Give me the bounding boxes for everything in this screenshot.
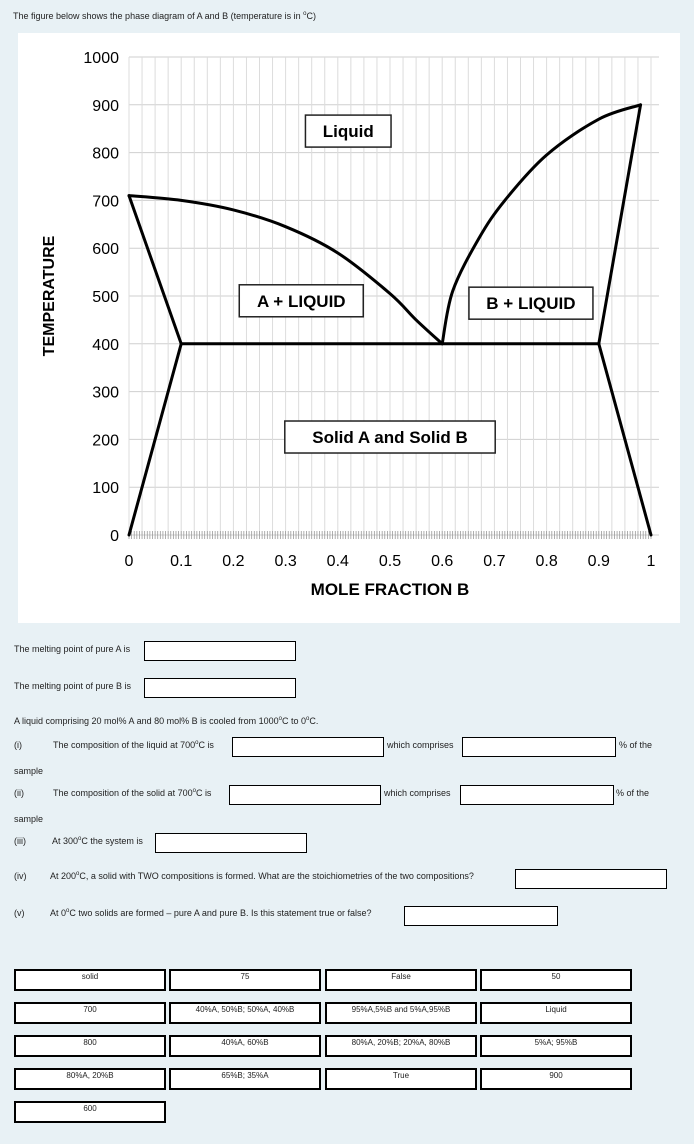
- y-tick-label: 600: [92, 241, 119, 259]
- question-v-text: At 0$^o$C two solids are formed – pure A and pure B. Is this statement true or false?: [50, 908, 372, 918]
- question-melt-a: The melting point of pure A is: [14, 644, 131, 654]
- y-tick-label: 300: [92, 384, 119, 402]
- question-ii-number: (ii): [14, 788, 24, 798]
- x-tick-label: 0.9: [587, 553, 610, 570]
- question-v-number: (v): [14, 908, 25, 918]
- y-tick-label: 500: [92, 289, 119, 306]
- question-i-comprises: which comprises: [387, 740, 454, 750]
- option-800[interactable]: 800: [14, 1035, 166, 1057]
- x-tick-label: 0.2: [222, 553, 245, 570]
- option-false[interactable]: False: [325, 969, 477, 991]
- region-label: A + LIQUID: [256, 291, 346, 311]
- x-tick-label: 0.7: [483, 553, 506, 570]
- answer-box-i-percent[interactable]: [462, 737, 616, 757]
- question-ii-sample: sample: [14, 814, 44, 824]
- y-tick-label: 900: [92, 97, 119, 115]
- answer-box-v[interactable]: [404, 906, 558, 926]
- option-true[interactable]: True: [325, 1068, 477, 1090]
- answer-box-i-composition[interactable]: [232, 737, 384, 757]
- option-65b-35a[interactable]: 65%B; 35%A: [169, 1068, 321, 1090]
- question-iv-text: At 200$^o$C, a solid with TWO compositions is formed. What are the stoichiometries of the two compositions?: [50, 871, 474, 881]
- answer-box-iii[interactable]: [155, 833, 307, 853]
- x-tick-label: 0: [124, 553, 134, 570]
- y-axis-label: TEMPERATURE: [41, 235, 58, 357]
- region-label: Liquid: [322, 122, 374, 142]
- answer-box-melt-b[interactable]: [144, 678, 296, 698]
- y-tick-label: 100: [92, 480, 119, 498]
- intro-text: The figure below shows the phase diagram of A and B (temperature is in $^o$C): [13, 11, 317, 21]
- x-tick-label: 0.8: [535, 553, 558, 570]
- x-axis-label: MOLE FRACTION B: [310, 580, 470, 599]
- question-ii-text: The composition of the solid at 700$^o$C is: [53, 788, 212, 798]
- question-i-number: (i): [14, 740, 22, 750]
- phase-boundary-solidus-B: [599, 105, 641, 344]
- question-cooling: A liquid comprising 20 mol% A and 80 mol% B is cooled from 1000$^o$C to 0$^o$C.: [14, 716, 319, 726]
- y-tick-label: 0: [110, 528, 119, 545]
- question-iv-number: (iv): [14, 871, 27, 881]
- phase-diagram-chart: [18, 33, 680, 623]
- answer-box-ii-percent[interactable]: [460, 785, 614, 805]
- option-40a50b-50a40b[interactable]: 40%A, 50%B; 50%A, 40%B: [169, 1002, 321, 1024]
- option-600[interactable]: 600: [14, 1101, 166, 1123]
- region-label: Solid A and Solid B: [312, 428, 468, 448]
- phase-diagram-figure: [18, 33, 680, 623]
- option-75[interactable]: 75: [169, 969, 321, 991]
- y-tick-label: 700: [92, 193, 119, 211]
- option-80a20b-20a80b[interactable]: 80%A, 20%B; 20%A, 80%B: [325, 1035, 477, 1057]
- question-ii-pct: % of the: [616, 788, 650, 798]
- option-700[interactable]: 700: [14, 1002, 166, 1024]
- option-solid[interactable]: solid: [14, 969, 166, 991]
- x-tick-label: 0.4: [326, 553, 349, 570]
- option-900[interactable]: 900: [480, 1068, 632, 1090]
- option-95a5b-5a95b[interactable]: 95%A,5%B and 5%A,95%B: [325, 1002, 477, 1024]
- option-5a-95b[interactable]: 5%A; 95%B: [480, 1035, 632, 1057]
- region-label: B + LIQUID: [486, 294, 576, 314]
- y-tick-label: 800: [92, 145, 119, 163]
- answer-box-melt-a[interactable]: [144, 641, 296, 661]
- y-tick-label: 1000: [83, 50, 119, 67]
- answer-box-ii-composition[interactable]: [229, 785, 381, 805]
- option-liquid[interactable]: Liquid: [480, 1002, 632, 1024]
- option-80a20b[interactable]: 80%A, 20%B: [14, 1068, 166, 1090]
- question-i-text: The composition of the liquid at 700$^o$C is: [53, 740, 214, 750]
- answer-box-iv[interactable]: [515, 869, 667, 889]
- question-melt-b: The melting point of pure B is: [14, 681, 132, 691]
- y-tick-label: 200: [92, 432, 119, 450]
- question-i-sample: sample: [14, 766, 44, 776]
- question-iii-text: At 300$^o$C the system is: [52, 836, 143, 846]
- option-50[interactable]: 50: [480, 969, 632, 991]
- option-40a60b[interactable]: 40%A, 60%B: [169, 1035, 321, 1057]
- x-tick-label: 0.3: [274, 553, 297, 570]
- x-tick-label: 0.5: [378, 553, 402, 570]
- question-i-pct: % of the: [619, 740, 653, 750]
- question-ii-comprises: which comprises: [384, 788, 451, 798]
- question-iii-number: (iii): [14, 836, 26, 846]
- x-tick-label: 0.6: [431, 553, 454, 570]
- y-tick-label: 400: [92, 336, 119, 354]
- x-tick-label: 0.1: [170, 553, 193, 570]
- x-tick-label: 1: [646, 553, 656, 570]
